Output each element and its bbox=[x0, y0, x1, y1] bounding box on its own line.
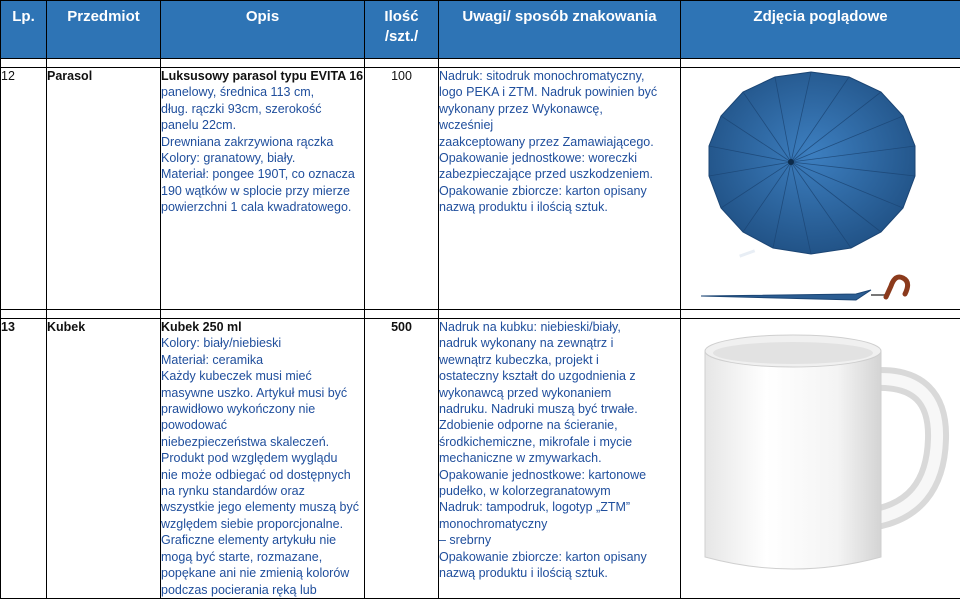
umbrella-photo bbox=[681, 68, 960, 310]
row-number: 12 bbox=[1, 68, 47, 310]
header-row bbox=[1, 1, 960, 59]
header-uwagi: Uwagi/ sposób znakowania bbox=[439, 1, 681, 59]
product-name: Kubek bbox=[47, 319, 161, 599]
header-zdjecia: Zdjęcia poglądowe bbox=[681, 1, 960, 59]
product-description: Kubek 250 ml Kolory: biały/niebieski Materiał: ceramika Każdy kubeczek musi mieć masywne uszko. Artykuł musi być prawidłowo wykończony nie powodować niebezpieczeństwa skaleczeń. Produkt pod względem wyglądu nie może odbiegać od dostępnych na rynku standardów oraz wszystkie jego elementy muszą być względem siebie proporcjonalne. Graficzne elementy artykułu nie mogą być starte, rozmazane, popękane ani nie zmienią kolorów podczas pocierania ręką lub bbox=[161, 319, 365, 599]
table-row bbox=[1, 319, 960, 599]
quantity: 100 bbox=[365, 68, 439, 310]
umbrella-icon bbox=[681, 68, 960, 308]
product-name: Parasol bbox=[47, 68, 161, 310]
table-row bbox=[1, 68, 960, 310]
mug-photo bbox=[681, 319, 960, 599]
quantity: 500 bbox=[365, 319, 439, 599]
spacer-row bbox=[1, 310, 960, 319]
row-number: 13 bbox=[1, 319, 47, 599]
header-lp: Lp. bbox=[1, 1, 47, 59]
header-przedmiot: Przedmiot bbox=[47, 1, 161, 59]
marking-notes: Nadruk na kubku: niebieski/biały, nadruk wykonany na zewnątrz i wewnątrz kubeczka, projekt i ostateczny kształt do uzgodnienia z wykonawcą przed wykonaniem nadruku. Nadruki muszą być trwałe. Zdobienie odporne na ścieranie, środkichemiczne, mikrofale i mycie mechaniczne w zmywarkach. Opakowanie jednostkowe: kartonowe pudełko, w kolorzegranatowym Nadruk: tampodruk, logotyp „ZTM” monochromatyczny – srebrny Opakowanie zbiorcze: karton opisany nazwą produktu i ilością sztuk. bbox=[439, 319, 681, 599]
product-description: Luksusowy parasol typu EVITA 16 panelowy, średnica 113 cm, dług. rączki 93cm, szerokość panelu 22cm. Drewniana zakrzywiona rączka Kolory: granatowy, biały. Materiał: pongee 190T, co oznacza 190 wątków w splocie przy mierze powierzchni 1 cala kwadratowego. bbox=[161, 68, 365, 310]
header-ilosc: Ilość /szt./ bbox=[365, 1, 439, 59]
header-opis: Opis bbox=[161, 1, 365, 59]
mug-icon bbox=[681, 319, 960, 591]
marking-notes: Nadruk: sitodruk monochromatyczny, logo PEKA i ZTM. Nadruk powinien być wykonany przez Wykonawcę, wcześniej zaakceptowany przez Zamawiającego. Opakowanie jednostkowe: woreczki zabezpieczające przed uszkodzeniem. Opakowanie zbiorcze: karton opisany nazwą produktu i ilością sztuk. bbox=[439, 68, 681, 310]
spacer-row bbox=[1, 59, 960, 68]
